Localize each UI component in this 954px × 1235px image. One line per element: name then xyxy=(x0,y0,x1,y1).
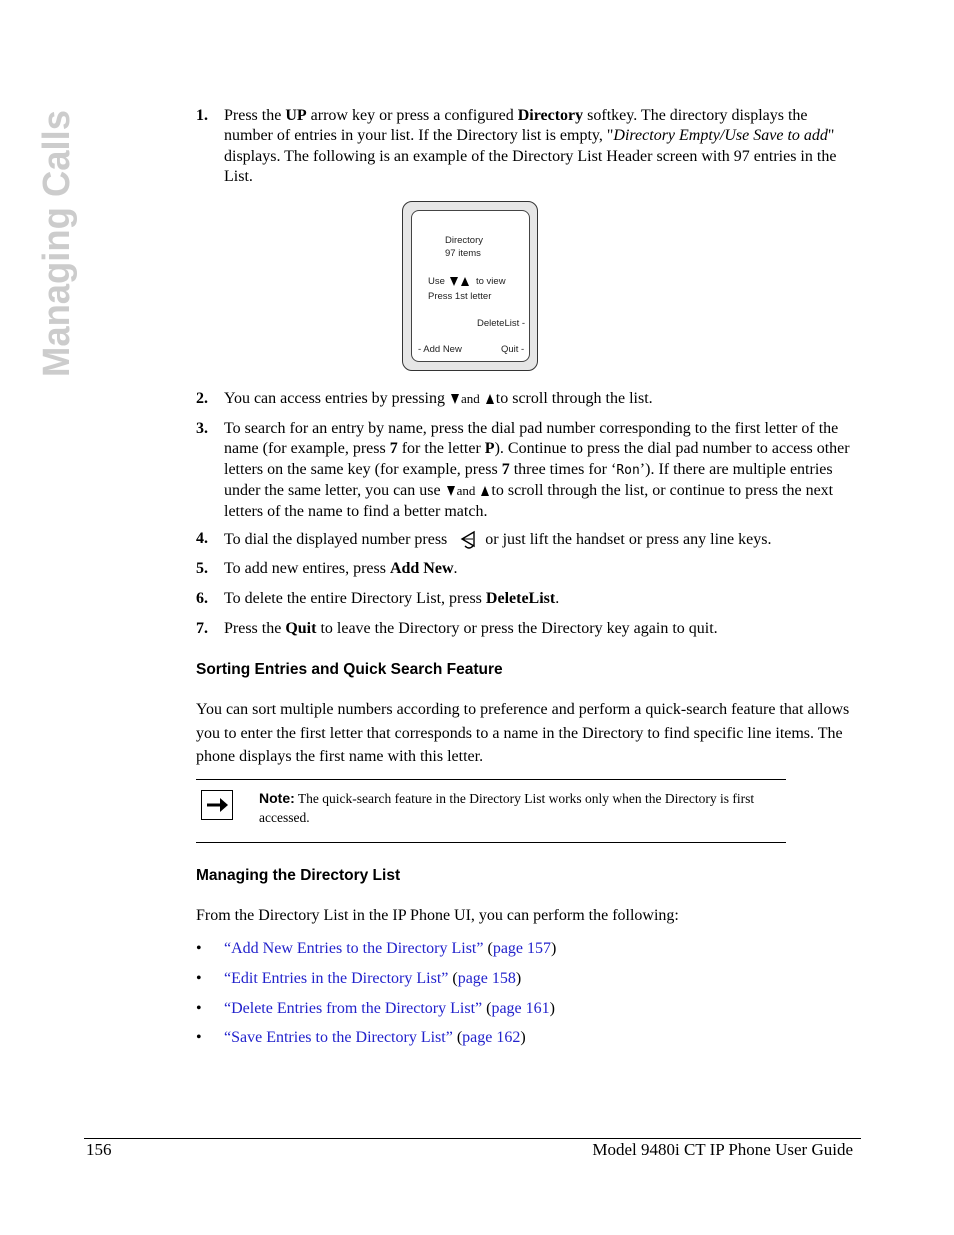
softkey-quit: Quit - xyxy=(501,344,525,355)
paren: ( xyxy=(482,999,492,1017)
step-text: To delete the entire Directory List, press xyxy=(224,590,486,607)
step-text: To dial the displayed number press xyxy=(224,531,448,548)
step-2 xyxy=(196,389,856,419)
step-6 xyxy=(196,589,856,619)
softkey-delete-list: DeleteList - xyxy=(477,318,526,329)
step-3 xyxy=(196,419,856,529)
link-delete-entries[interactable]: “Delete Entries from the Directory List” xyxy=(224,999,483,1017)
empty-message: Directory Empty/Use Save to add xyxy=(613,127,828,145)
step-text: ’). If there are multiple entries under the same letter, you can use xyxy=(224,460,833,500)
sorting-paragraph: You can sort multiple numbers according to preference and perform a quick-search feature that allows you to enter the first letter that corresponds to a name in the Directory to find specific line items. The phone displays the first name with this letter. xyxy=(196,701,850,765)
example-name: Ron xyxy=(616,462,640,478)
step-text: Press the xyxy=(224,107,286,124)
list-item xyxy=(196,937,556,967)
step-4 xyxy=(196,529,856,559)
paren: ) xyxy=(551,940,557,957)
step-text: and xyxy=(456,483,476,499)
key-7: 7 xyxy=(389,440,398,458)
screen-count: 97 items xyxy=(445,248,481,259)
paren: ) xyxy=(520,1029,526,1047)
bullet: • xyxy=(196,940,202,957)
side-tab-label: Managing Calls xyxy=(38,108,78,377)
step-number: 3. xyxy=(196,420,208,437)
step-text: and xyxy=(461,391,480,406)
step-1 xyxy=(196,106,856,201)
managing-paragraph: From the Directory List in the IP Phone UI, you can perform the following: xyxy=(196,907,679,924)
screen-press-letter: Press 1st letter xyxy=(428,291,492,302)
paren: ( xyxy=(483,940,493,957)
list-item xyxy=(196,997,556,1027)
step-text: ). Continue to press the dial pad number to access other letters on the same key (for example, press xyxy=(224,440,850,478)
step-text: three times for ‘ xyxy=(509,460,617,478)
link-edit-entries[interactable]: “Edit Entries in the Directory List” xyxy=(224,969,449,987)
related-links xyxy=(196,937,556,1056)
step-text: . xyxy=(453,560,458,577)
paren: ) xyxy=(515,969,522,987)
arrow-right-icon xyxy=(201,790,233,820)
step-number: 7. xyxy=(196,620,208,637)
paren: ( xyxy=(452,1029,463,1047)
screen-to-view: to view xyxy=(476,276,506,287)
step-text: for the letter xyxy=(397,440,485,458)
list-item xyxy=(196,967,556,997)
key-delete-list: DeleteList xyxy=(485,590,556,607)
step-number: 5. xyxy=(196,560,208,577)
phone-display-illustration xyxy=(402,201,538,371)
side-tab xyxy=(38,108,78,378)
step-text: To search for an entry by name, press the dial pad number corresponding to the first letter of the name (for example, press xyxy=(224,420,839,458)
step-number: 2. xyxy=(196,390,208,407)
step-5 xyxy=(196,559,856,589)
page-link[interactable]: page 157 xyxy=(492,940,552,957)
softkey-add-new: - Add New xyxy=(418,344,462,355)
step-text: or just lift the handset or press any line keys. xyxy=(485,531,772,548)
dial-key-icon xyxy=(459,529,479,549)
key-add-new: Add New xyxy=(389,560,454,577)
step-text: To add new entires, press xyxy=(224,560,390,577)
note-text xyxy=(259,789,784,827)
section-heading-sorting: Sorting Entries and Quick Search Feature xyxy=(196,661,503,678)
link-add-new-entries[interactable]: “Add New Entries to the Directory List” xyxy=(224,940,484,957)
note-body: The quick-search feature in the Directory List works only when the Directory is first accessed. xyxy=(259,791,755,825)
page-link[interactable]: page 158 xyxy=(457,969,516,987)
screen-down-arrow-icon xyxy=(450,277,470,290)
step-text: arrow key or press a configured xyxy=(306,107,518,124)
step-text: to scroll through the list. xyxy=(495,390,653,407)
link-save-entries[interactable]: “Save Entries to the Directory List” xyxy=(224,1029,453,1047)
key-quit: Quit xyxy=(285,620,317,637)
screen-title: Directory xyxy=(445,235,484,246)
side-tab-graphic xyxy=(38,108,78,378)
step-text: You can access entries by pressing xyxy=(224,390,445,407)
page-link[interactable]: page 161 xyxy=(491,999,550,1017)
note-label: Note: xyxy=(259,790,295,806)
section-heading-managing: Managing the Directory List xyxy=(196,867,401,884)
step-text: to scroll through the list, or continue to press the next letters of the name to find a better match. xyxy=(224,482,834,520)
up-arrow-icon xyxy=(486,394,494,404)
step-number: 1. xyxy=(196,107,208,124)
list-item xyxy=(196,1026,556,1056)
footer-divider xyxy=(84,1138,861,1139)
page-link[interactable]: page 162 xyxy=(462,1029,521,1047)
down-arrow-icon xyxy=(447,486,455,496)
step-number: 6. xyxy=(196,590,208,607)
step-text: softkey. The directory displays the number of entries in your list. If the Directory list is empty, " xyxy=(224,107,808,145)
step-number: 4. xyxy=(196,530,208,547)
paren: ( xyxy=(448,969,458,987)
bullet: • xyxy=(196,999,202,1017)
step-text: . xyxy=(555,590,560,607)
key-up: UP xyxy=(285,107,307,124)
directory-steps xyxy=(196,106,856,649)
note-box xyxy=(196,779,786,843)
key-directory: Directory xyxy=(517,107,584,124)
phone-screen xyxy=(411,210,530,362)
step-7 xyxy=(196,619,856,649)
step-text: to leave the Directory or press the Directory key again to quit. xyxy=(316,620,718,637)
guide-title: Model 9480i CT IP Phone User Guide xyxy=(592,1140,853,1159)
letter-p: P xyxy=(484,440,495,458)
up-arrow-icon xyxy=(481,486,489,496)
bullet: • xyxy=(196,969,202,987)
key-7: 7 xyxy=(501,460,510,478)
page-number: 156 xyxy=(86,1140,112,1159)
down-arrow-icon xyxy=(451,394,459,404)
paren: ) xyxy=(549,999,555,1017)
screen-use: Use xyxy=(428,276,445,287)
step-text: " displays. The following is an example of the Directory List Header screen with 97 entries in the List. xyxy=(224,127,837,186)
step-text: Press the xyxy=(224,620,286,637)
bullet: • xyxy=(196,1029,202,1047)
